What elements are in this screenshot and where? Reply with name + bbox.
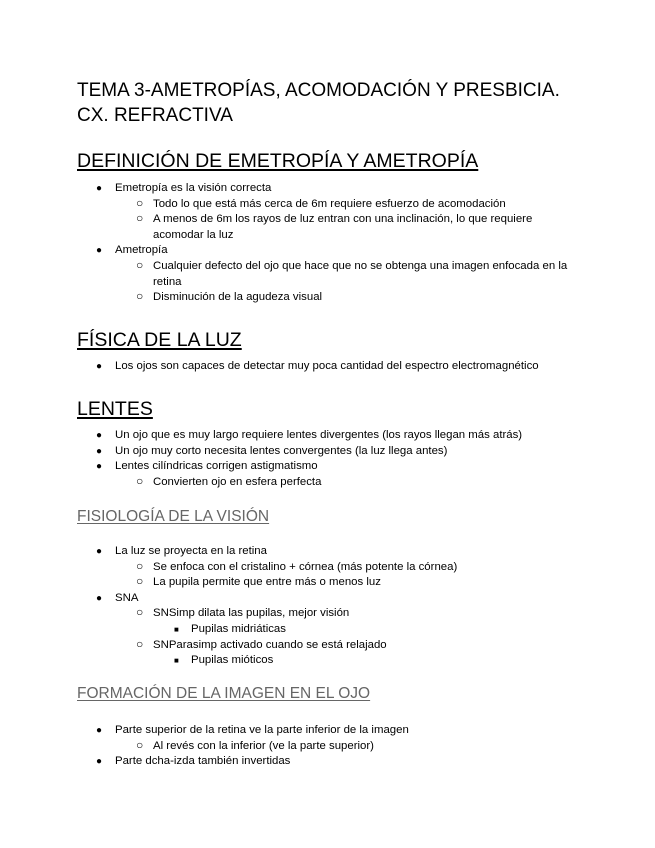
list-item xyxy=(115,739,600,755)
list-item-text: Los ojos son capaces de detectar muy poca cantidad del espectro electromagnético xyxy=(115,360,539,372)
list-item-text: Se enfoca con el cristalino + córnea (más potente la córnea) xyxy=(153,560,458,573)
circle-bullet: ○ xyxy=(136,211,144,226)
heading-lentes: LENTES xyxy=(77,398,153,420)
list-item-text: A menos de 6m los rayos de luz entran con una inclinación, lo que requiere acomodar la luz xyxy=(153,213,533,241)
heading-fisiologia: FISIOLOGÍA DE LA VISIÓN xyxy=(77,508,270,525)
list-fisiologia xyxy=(0,544,600,669)
disc-bullet: ● xyxy=(96,430,103,441)
list-item xyxy=(0,754,600,770)
list-item xyxy=(0,181,600,243)
list-formacion xyxy=(0,723,600,770)
disc-bullet: ● xyxy=(96,361,103,372)
list-item xyxy=(0,459,600,490)
disc-bullet: ● xyxy=(96,461,103,473)
circle-bullet: ○ xyxy=(136,289,144,304)
list-item xyxy=(115,638,600,669)
list-item xyxy=(153,653,600,669)
list-item xyxy=(115,606,600,637)
sublist xyxy=(115,197,600,244)
square-bullet: ■ xyxy=(174,624,179,634)
circle-bullet: ○ xyxy=(136,195,144,210)
circle-bullet: ○ xyxy=(136,473,144,488)
list-item-text: Pupilas mióticos xyxy=(191,654,274,667)
list-item-text: La luz se proyecta en la retina xyxy=(115,545,267,557)
list-item xyxy=(115,475,600,491)
sublist xyxy=(153,622,600,638)
sublist xyxy=(115,560,600,591)
list-item-text: Emetropía es la visión correcta xyxy=(115,182,272,194)
sublist xyxy=(115,739,600,755)
square-bullet: ■ xyxy=(174,656,179,666)
sublist xyxy=(115,475,600,491)
list-item xyxy=(0,428,600,444)
circle-bullet: ○ xyxy=(136,636,144,651)
list-item-text: Convierten ojo en esfera perfecta xyxy=(153,475,322,488)
sublist xyxy=(153,653,600,669)
list-item xyxy=(0,723,600,754)
list-item xyxy=(115,197,600,213)
list-item-text: Parte dcha-izda también invertidas xyxy=(115,755,291,768)
disc-bullet: ● xyxy=(96,245,103,257)
list-definicion xyxy=(0,181,600,306)
list-fisica xyxy=(0,359,600,375)
circle-bullet: ○ xyxy=(136,737,144,752)
list-item-text: Disminución de la agudeza visual xyxy=(153,291,323,304)
disc-bullet: ● xyxy=(96,592,103,604)
list-item-text: Cualquier defecto del ojo que hace que no se obtenga una imagen enfocada en la retina xyxy=(153,259,568,288)
circle-bullet: ○ xyxy=(136,558,144,573)
list-item-text: Un ojo muy corto necesita lentes convergentes (la luz llega antes) xyxy=(115,444,448,457)
list-item-text: La pupila permite que entre más o menos luz xyxy=(153,576,381,589)
list-item xyxy=(0,243,600,305)
list-item xyxy=(0,359,600,375)
list-item-text: SNA xyxy=(115,591,139,604)
disc-bullet: ● xyxy=(96,183,103,194)
heading-definicion: DEFINICIÓN DE EMETROPÍA Y AMETROPÍA xyxy=(77,150,479,172)
list-item-text: Parte superior de la retina ve la parte inferior de la imagen xyxy=(115,724,409,736)
circle-bullet: ○ xyxy=(136,605,144,620)
disc-bullet: ● xyxy=(96,756,103,768)
list-lentes xyxy=(0,428,600,490)
list-item xyxy=(0,591,600,669)
document-title xyxy=(77,78,617,128)
list-item xyxy=(115,560,600,576)
list-item xyxy=(115,575,600,591)
list-item-text: Un ojo que es muy largo requiere lentes divergentes (los rayos llegan más atrás) xyxy=(115,429,523,441)
sublist xyxy=(115,606,600,668)
list-item-text: Lentes cilíndricas corrigen astigmatismo xyxy=(115,460,318,473)
circle-bullet: ○ xyxy=(136,257,144,272)
list-item-text: Al revés con la inferior (ve la parte superior) xyxy=(153,739,374,752)
list-item xyxy=(0,444,600,460)
heading-fisica: FÍSICA DE LA LUZ xyxy=(77,329,242,351)
disc-bullet: ● xyxy=(96,546,103,557)
list-item xyxy=(115,259,573,290)
list-item-text: SNSimp dilata las pupilas, mejor visión xyxy=(153,607,350,620)
document-title-line-1: TEMA 3-AMETROPÍAS, ACOMODACIÓN Y PRESBICIA. xyxy=(77,80,560,101)
list-item xyxy=(115,212,543,243)
circle-bullet: ○ xyxy=(136,574,144,589)
heading-formacion: FORMACIÓN DE LA IMAGEN EN EL OJO xyxy=(77,685,371,702)
list-item-text: SNParasimp activado cuando se está relajado xyxy=(153,638,387,651)
list-item xyxy=(115,290,600,306)
list-item-text: Ametropía xyxy=(115,244,168,257)
list-item-text: Pupilas midriáticas xyxy=(191,622,286,635)
list-item xyxy=(0,544,600,591)
list-item-text: Todo lo que está más cerca de 6m requiere esfuerzo de acomodación xyxy=(153,197,506,210)
disc-bullet: ● xyxy=(96,445,103,457)
list-item xyxy=(153,622,600,638)
document-title-line-2: CX. REFRACTIVA xyxy=(77,105,233,126)
disc-bullet: ● xyxy=(96,725,103,736)
sublist xyxy=(115,259,600,306)
